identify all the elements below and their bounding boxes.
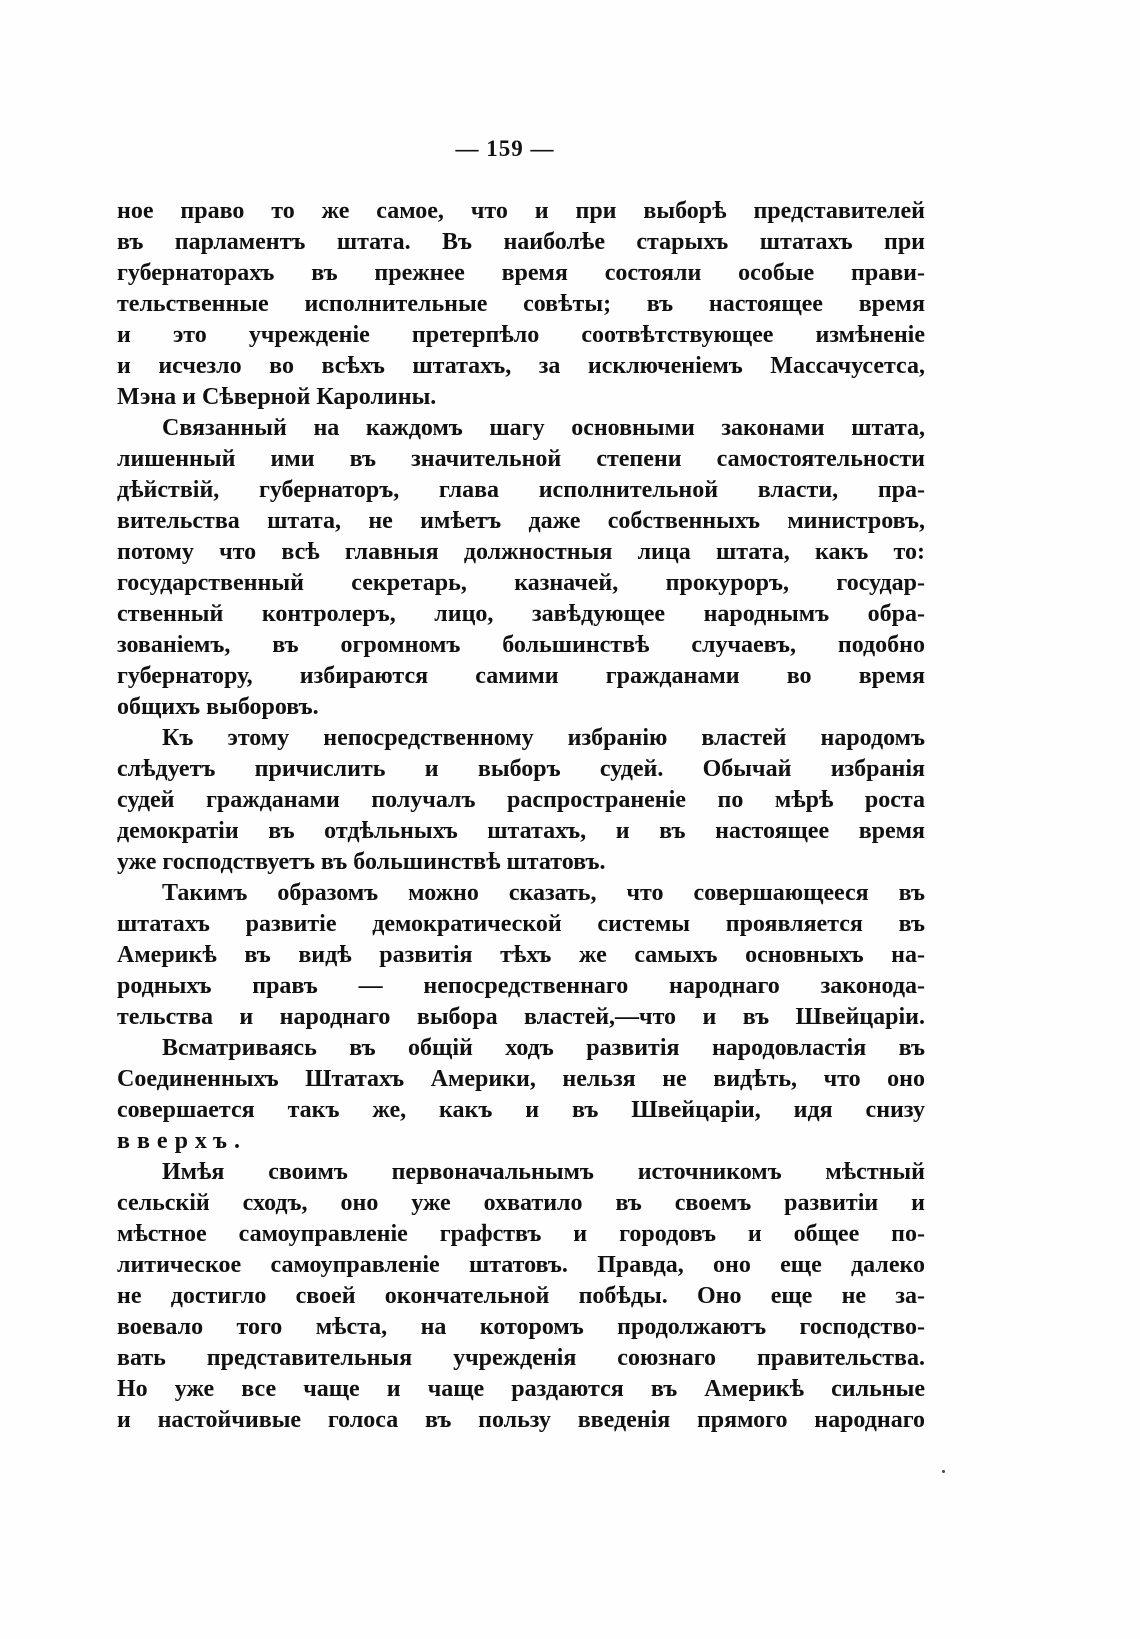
paragraph-5 (117, 1033, 925, 1157)
text-line: зованіемъ, въ огромномъ большинствѣ случаевъ, подобно (117, 632, 925, 658)
text-line: ное право то же самое, что и при выборѣ представителей (117, 198, 925, 224)
text-line: общихъ выборовъ. (117, 694, 319, 720)
text-line: Къ этому непосредственному избранію властей народомъ (162, 725, 925, 751)
paragraph-6 (117, 1157, 925, 1436)
text-line: губернаторахъ въ прежнее время состояли особые прави- (117, 260, 925, 286)
text-line: ственный контролеръ, лицо, завѣдующее народнымъ обра- (117, 601, 925, 627)
text-line: Но уже все чаще и чаще раздаются въ Америкѣ сильные (117, 1376, 925, 1402)
text-line: вать представительныя учрежденія союзнаго правительства. (117, 1345, 925, 1371)
text-line: вительства штата, не имѣетъ даже собственныхъ министровъ, (117, 508, 925, 534)
text-line: тельства и народнаго выбора властей,—что и въ Швейцаріи. (117, 1004, 925, 1030)
page-number: — 159 — (455, 136, 555, 161)
text-line: Такимъ образомъ можно сказать, что совершающееся въ (162, 880, 925, 906)
text-line: штатахъ развитіе демократической системы проявляется въ (117, 911, 925, 937)
text-line: не достигло своей окончательной побѣды. Оно еще не за- (117, 1283, 925, 1309)
scan-speck (942, 1470, 945, 1473)
text-line: и это учрежденіе претерпѣло соотвѣтствующее измѣненіе (117, 322, 925, 348)
text-line: дѣйствій, губернаторъ, глава исполнительной власти, пра- (117, 477, 925, 503)
text-line: Америкѣ въ видѣ развитія тѣхъ же самыхъ основныхъ на- (117, 942, 925, 968)
text-line: родныхъ правъ — непосредственнаго народнаго законода- (117, 973, 925, 999)
text-line: и исчезло во всѣхъ штатахъ, за исключеніемъ Массачусетса, (117, 353, 925, 379)
text-line: уже господствуетъ въ большинствѣ штатовъ. (117, 849, 606, 875)
paragraph-4 (117, 878, 925, 1033)
text-line: въ парламентъ штата. Въ наиболѣе старыхъ штатахъ при (117, 229, 925, 255)
text-line: литическое самоуправленіе штатовъ. Правда, оно еще далеко (117, 1252, 925, 1278)
text-line: тельственные исполнительные совѣты; въ настоящее время (117, 291, 925, 317)
text-line: вверхъ. (117, 1128, 247, 1154)
text-line: лишенный ими въ значительной степени самостоятельности (117, 446, 925, 472)
body-text (117, 196, 925, 1436)
text-line: губернатору, избираются самими гражданами во время (117, 663, 925, 689)
text-line: слѣдуетъ причислить и выборъ судей. Обычай избранія (117, 756, 925, 782)
text-line: демократіи въ отдѣльныхъ штатахъ, и въ настоящее время (117, 818, 925, 844)
text-line: судей гражданами получалъ распространеніе по мѣрѣ роста (117, 787, 925, 813)
text-line: государственный секретарь, казначей, прокуроръ, государ- (117, 570, 925, 596)
text-line: сельскій сходъ, оно уже охватило въ своемъ развитіи и (117, 1190, 925, 1216)
text-line: Соединенныхъ Штатахъ Америки, нельзя не видѣть, что оно (117, 1066, 925, 1092)
paragraph-1 (117, 196, 925, 413)
text-line: и настойчивые голоса въ пользу введенія прямого народнаго (117, 1407, 925, 1433)
text-line: мѣстное самоуправленіе графствъ и городовъ и общее по- (117, 1221, 925, 1247)
paragraph-3 (117, 723, 925, 878)
text-line: Мэна и Сѣверной Каролины. (117, 384, 437, 410)
paragraph-2 (117, 413, 925, 723)
text-line: воевало того мѣста, на которомъ продолжаютъ господство- (117, 1314, 925, 1340)
text-line: Имѣя своимъ первоначальнымъ источникомъ мѣстный (162, 1159, 925, 1185)
text-line: Связанный на каждомъ шагу основными законами штата, (162, 415, 925, 441)
text-line: Всматриваясь въ общій ходъ развитія народовластія въ (162, 1035, 925, 1061)
text-line: потому что всѣ главныя должностныя лица штата, какъ то: (117, 539, 925, 565)
text-line: совершается такъ же, какъ и въ Швейцаріи, идя снизу (117, 1097, 925, 1123)
